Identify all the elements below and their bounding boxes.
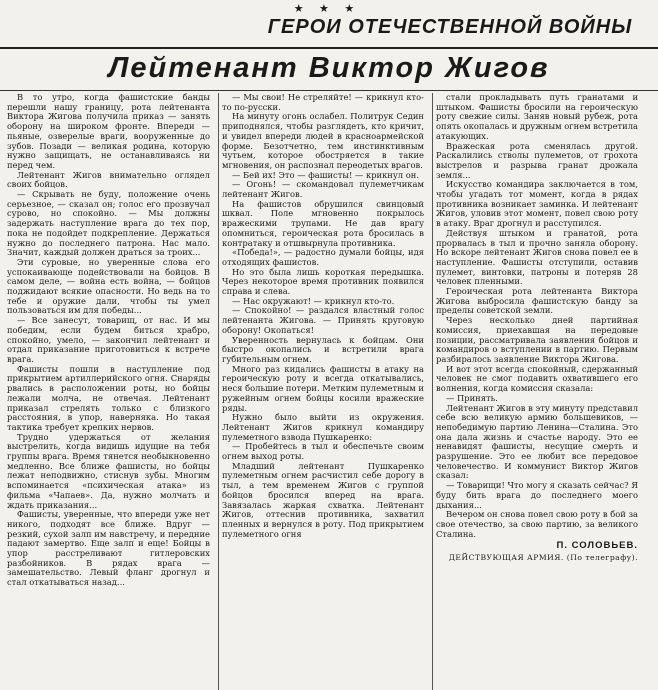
- paragraph: Лейтенант Жигов в эту минуту представил себе всю великую армию большевиков, — непобедимую партию Ленина—Сталина. Это она дала жизнь и счастье народу. Это ее ненавидят фашисты, несущие смерть и разрушение. Это ее любит все передовое человечество. И коммунист Виктор Жигов сказал:: [436, 402, 638, 481]
- paragraph: Искусство командира заключается в том, чтобы угадать тот момент, когда в рядах противника возникает заминка. И лейтенант Жигов, уловив этот момент, повел свою роту в атаку. Враг дрогнул и расступился.: [436, 179, 638, 229]
- column-1: [4, 93, 213, 690]
- paragraph: Действуя штыком и гранатой, рота прорвалась в тыл и прочно заняла оборону. Но вскоре лейтенант Жигов снова повел ее в наступление. Фашисты отступили, оставив пулемет, винтовки, патроны и потеряв 28 человек пленными.: [436, 227, 638, 287]
- paragraph: Вечером он снова повел свою роту в бой за свое отечество, за свою партию, за великого Сталина.: [436, 509, 639, 539]
- paragraph: Эти суровые, но уверенные слова его успокаивающе подействовали на бойцов. В самом деле, — война есть война, — бойцов поджидают всякие опасности. Но ведь на то тебе и оружие дали, чтобы ты умел пользоваться им для победы...: [7, 256, 210, 316]
- paragraph: — Принять.: [446, 392, 498, 403]
- article-title: Лейтенант Виктор Жигов: [108, 52, 550, 84]
- paragraph: Уверенность вернулась к бойцам. Они быстро окопались и встретили врага губительным огнем.: [222, 334, 424, 364]
- paragraph: — Бей их! Это — фашисты! — крикнул он.: [232, 169, 419, 180]
- paragraph: Фашисты, уверенные, что впереди уже нет никого, подходят все ближе. Вдруг — резкий, сухой залп им навстречу, и передние падают замертво. Еще залп и еще! Бойцы в упор расстреливают гитлеровских разбойников. В рядах врага — замешательство. Левый фланг дрогнул и стал откатываться назад...: [7, 509, 210, 588]
- paragraph: Но это была лишь короткая передышка. Через некоторое время противник появился справа и слева.: [222, 266, 424, 297]
- paragraph: Фашисты пошли в наступление под прикрытием артиллерийского огня. Снаряды рвались в расположении роты, но бойцы лежали молча, не отвечая. Лейтенант приказал стрелять только с близкого расстояния, в упор, наверняка. Но такая тактика требует крепких нервов.: [7, 363, 210, 432]
- column-3-paragraphs: [436, 93, 638, 539]
- dispatch-source: ДЕЙСТВУЮЩАЯ АРМИЯ. (По телеграфу).: [448, 553, 638, 563]
- paragraph: Нужно было выйти из окружения. Лейтенант Жигов крикнул командиру пулеметного взвода Пушкаренко:: [222, 412, 424, 442]
- paragraph: стали прокладывать путь гранатами и штыком. Фашисты бросили на героическую роту свежие силы. Заняв новый рубеж, рота опять окопалась и дружным огнем встретила атакующих.: [436, 93, 638, 141]
- top-rule: [0, 47, 658, 49]
- paragraph: На фашистов обрушился свинцовый шквал. Поле мгновенно покрылось вражескими трупами. Не дав врагу опомниться, героическая рота бросилась в контратаку и отшвырнула противника.: [222, 198, 424, 248]
- paragraph: — Нас окружают! — крикнул кто-то.: [232, 295, 395, 306]
- paragraph: Много раз кидались фашисты в атаку на героическую роту и всегда откатывались, неся большие потери. Метким пулеметным и ружейным огнем бойцы косили вражеские ряды.: [222, 363, 424, 413]
- column-3: [432, 93, 641, 690]
- decorative-stars: ★ ★ ★: [293, 2, 361, 15]
- paragraph: Лейтенант Жигов внимательно оглядел своих бойцов.: [7, 169, 210, 190]
- paragraph: — Пробейтесь в тыл и обеспечьте своим огнем выход роты.: [222, 441, 424, 462]
- paragraph: — Товарищи! Что могу я сказать сейчас? Я буду бить врага до последнего моего дыхания...: [436, 480, 638, 510]
- paragraph: Героическая рота лейтенанта Виктора Жигова выбросила фашистскую банду за пределы советской земли.: [436, 286, 638, 316]
- paragraph: На минуту огонь ослабел. Политрук Седин приподнялся, чтобы разглядеть, кто кричит, и увидел впереди людей в красноармейской форме. Безотчетно, тем инстинктивным чутьем, которое обостряется в такие мгновения, он распознал переодетых врагов.: [222, 111, 424, 170]
- paragraph: В то утро, когда фашистские банды перешли нашу границу, рота лейтенанта Виктора Жигова получила приказ — занять оборону на широком фронте. Впереди — пьяные, озверелые враги, вооруженные до зубов. Позади — великая родина, которую нужно защищать, не останавливаясь ни перед чем.: [7, 93, 210, 170]
- paragraph: — Мы свои! Не стреляйте! — крикнул кто-то по-русски.: [222, 93, 424, 112]
- paragraph: Вражеская рота сменялась другой. Раскалились стволы пулеметов, от грохота выстрелов и разрыва гранат дрожала земля...: [436, 140, 638, 180]
- paragraph: — Огонь! — скомандовал пулеметчикам лейтенант Жигов.: [222, 179, 424, 200]
- paragraph: Через несколько дней партийная комиссия, приехавшая на передовые позиции, рассматривала заявления бойцов и командиров о вступлении в партию. Первым разбиралось заявление Виктора Жигова.: [436, 315, 638, 364]
- title-rule: [0, 90, 658, 91]
- paragraph: «Победа!», — радостно думали бойцы, идя отходящих фашистов.: [222, 247, 424, 267]
- paragraph: — Спокойно! — раздался властный голос лейтенанта Жигова. — Принять круговую оборону! Окопаться!: [222, 305, 424, 335]
- article-body: [4, 93, 654, 690]
- paragraph: И вот этот всегда спокойный, сдержанный человек не смог подавить охватившего его волнения, когда комиссия сказала:: [436, 363, 638, 394]
- paragraph: — Все занесут, товарищ, от нас. И мы победим, если будем биться храбро, спокойно, умело, — закончил лейтенант и отдал приказание приготовиться к встрече врага.: [7, 315, 210, 364]
- section-rubric: ГЕРОИ ОТЕЧЕСТВЕННОЙ ВОЙНЫ: [267, 16, 633, 38]
- paragraph: Трудно удержаться от желания выстрелить, когда видишь идущие на тебя группы врага. Время тянется необыкновенно медленно. Все ближе фашисты, но бойцы лежат неподвижно, стиснув зубы. Многим вспоминается «психическая атака» из фильма «Чапаев». Да, нужно молчать и ждать приказания...: [7, 431, 210, 510]
- author-signature: П. СОЛОВЬЕВ.: [556, 540, 638, 552]
- column-2: [218, 93, 427, 690]
- paragraph: — Скрывать не буду, положение очень серьезное, — сказал он; голос его прозвучал сурово, но спокойно. — Мы должны задержать наступление врага до тех пор, пока не подойдет подкрепление. Держаться нужно до последнего патрона. Нас мало. Значит, каждый должен драться за троих...: [7, 189, 210, 258]
- paragraph: Младший лейтенант Пушкаренко пулеметным огнем расчистил себе дорогу в тыл, а тем временем Жигов с группой бойцов бросился вперед на врага. Завязалась жаркая схватка. Лейтенант Жигов, оттеснив противника, захватил пленных и вернулся в роту. Под прикрытием пулеметного огня: [222, 460, 424, 539]
